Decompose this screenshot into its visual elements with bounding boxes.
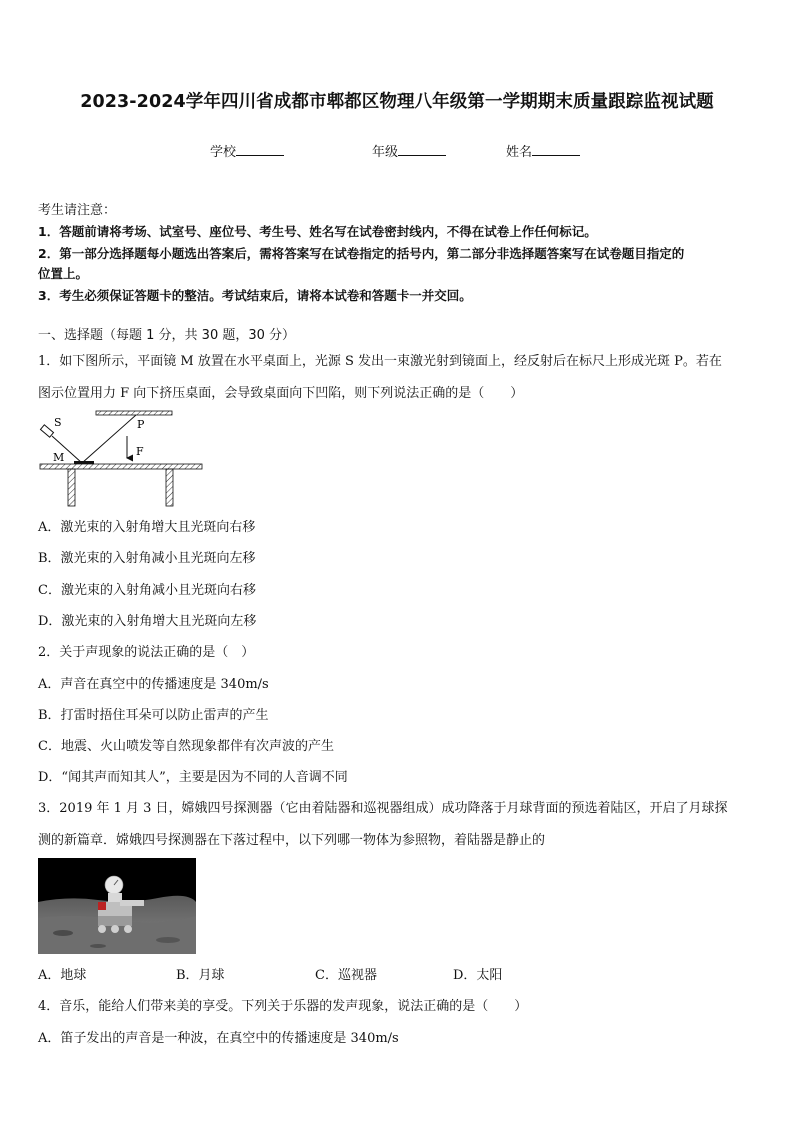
q1-option-d[interactable]: D．激光束的入射角增大且光斑向左移 (38, 614, 257, 629)
q2-option-b[interactable]: B．打雷时捂住耳朵可以防止雷声的产生 (38, 708, 269, 723)
notice-heading: 考生请注意： (38, 203, 117, 218)
reflected-ray (82, 415, 136, 463)
table-leg-right (166, 469, 173, 506)
school-label: 学校 (210, 145, 237, 160)
light-source-s (40, 425, 53, 437)
table-top (40, 464, 202, 469)
q4-stem: 4．音乐，能给人们带来美的享受。下列关于乐器的发声现象，说法正确的是（ ） (38, 999, 528, 1014)
q4-option-a[interactable]: A．笛子发出的声音是一种波，在真空中的传播速度是 340m/s (38, 1031, 399, 1046)
mirror-m (74, 461, 94, 464)
q3-stem-line2: 测的新篇章．嫦娥四号探测器在下落过程中，以下列哪一物体为参照物，着陆器是静止的 (38, 833, 546, 848)
q2-option-d[interactable]: D．“闻其声而知其人”，主要是因为不同的人音调不同 (38, 770, 348, 785)
notice-item-3: 3．考生必须保证答题卡的整洁。考试结束后，请将本试卷和答题卡一并交回。 (38, 288, 472, 303)
name-field[interactable] (506, 141, 580, 160)
q2-stem: 2．关于声现象的说法正确的是（ ） (38, 645, 255, 660)
label-f: F (136, 445, 144, 458)
label-p: P (137, 418, 145, 431)
q1-mirror-diagram (36, 408, 208, 510)
notice-item-1: 1．答题前请将考场、试室号、座位号、考生号、姓名写在试卷密封线内，不得在试卷上作任何标记。 (38, 224, 597, 239)
q1-option-a[interactable]: A．激光束的入射角增大且光斑向右移 (38, 520, 256, 535)
label-s: S (54, 416, 62, 429)
name-blank[interactable] (532, 143, 580, 156)
q3-stem-line1: 3．2019 年 1 月 3 日，嫦娥四号探测器（它由着陆器和巡视器组成）成功降落于月球背面的预选着陆区，开启了月球探 (38, 801, 728, 816)
grade-blank[interactable] (398, 143, 446, 156)
grade-field[interactable] (372, 141, 446, 160)
label-m: M (53, 451, 65, 464)
lunar-lander-photo (38, 858, 196, 954)
q1-option-b[interactable]: B．激光束的入射角减小且光斑向左移 (38, 551, 256, 566)
q1-stem-line2: 图示位置用力 F 向下挤压桌面，会导致桌面向下凹陷，则下列说法正确的是（ ） (38, 386, 524, 401)
table-leg-left (68, 469, 75, 506)
notice-item-2-cont: 位置上。 (38, 266, 89, 281)
q1-option-c[interactable]: C．激光束的入射角减小且光斑向右移 (38, 583, 256, 598)
q3-option-c[interactable]: C．巡视器 (315, 968, 377, 983)
q3-option-b[interactable]: B．月球 (176, 968, 225, 983)
q3-option-a[interactable]: A．地球 (38, 968, 87, 983)
notice-item-2: 2．第一部分选择题每小题选出答案后，需将答案写在试卷指定的括号内，第二部分非选择题答案写在试卷题目指定的 (38, 246, 685, 261)
section-heading: 一、选择题（每题 1 分，共 30 题，30 分） (38, 328, 296, 343)
q1-stem-line1: 1．如下图所示，平面镜 M 放置在水平桌面上，光源 S 发出一束激光射到镜面上，经反射后在标尺上形成光斑 P。若在 (38, 354, 722, 369)
school-blank[interactable] (236, 143, 284, 156)
ruler-scale (96, 411, 172, 415)
grade-label: 年级 (372, 145, 399, 160)
q2-option-a[interactable]: A．声音在真空中的传播速度是 340m/s (38, 677, 269, 692)
school-field[interactable] (210, 141, 284, 160)
page-title: 2023-2024学年四川省成都市郫都区物理八年级第一学期期末质量跟踪监视试题 (80, 92, 714, 112)
q2-option-c[interactable]: C．地震、火山喷发等自然现象都伴有次声波的产生 (38, 739, 334, 754)
q3-option-d[interactable]: D．太阳 (453, 968, 503, 983)
name-label: 姓名 (506, 145, 533, 160)
